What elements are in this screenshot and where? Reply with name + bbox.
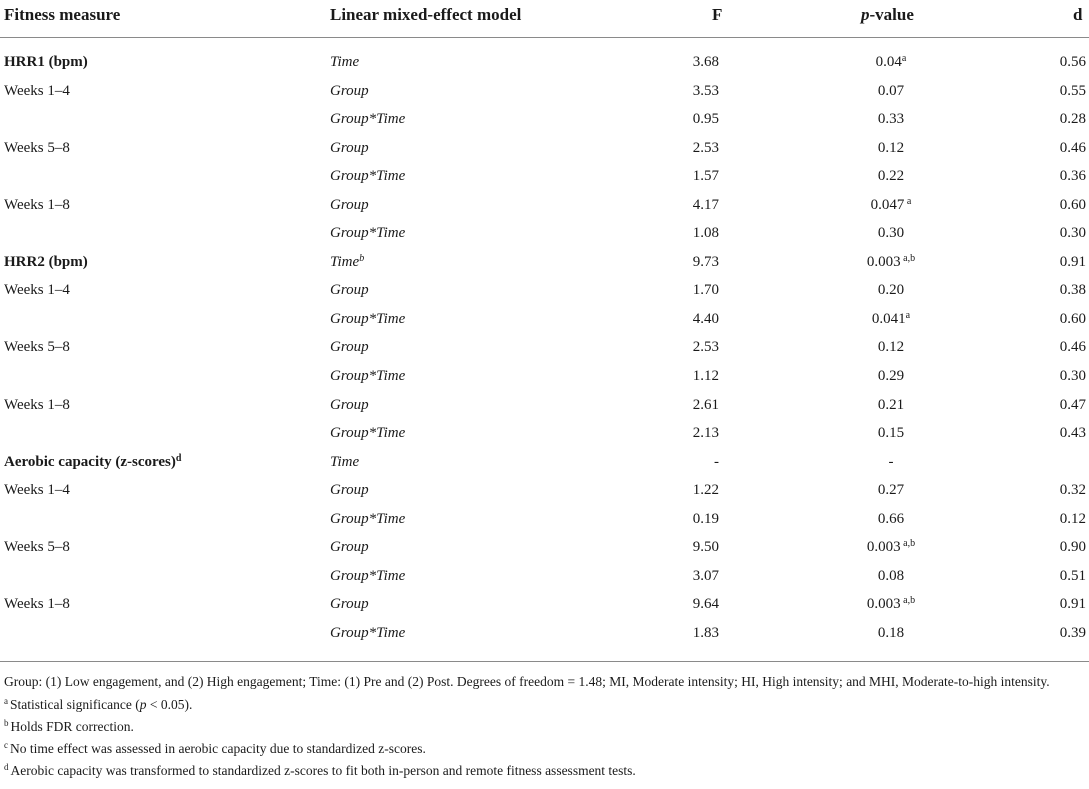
cell-p-value (867, 539, 915, 556)
cell-p-value-text: 0.04 (875, 54, 902, 70)
cell-d (1060, 140, 1086, 157)
table-row (0, 48, 1089, 77)
cell-f-text: 3.07 (692, 567, 719, 584)
table-row (0, 362, 1089, 391)
table-row (0, 77, 1089, 106)
cell-d-text: 0.43 (1059, 425, 1086, 442)
cell-model-term (330, 454, 359, 471)
footnote (4, 761, 1082, 781)
cell-f-text: 0.95 (692, 111, 719, 128)
table-row (0, 191, 1089, 220)
cell-f-text: 9.73 (692, 253, 719, 270)
cell-f-text: 0.19 (692, 510, 719, 527)
cell-fitness-measure (4, 54, 88, 71)
superscript-mark: d (175, 452, 182, 464)
cell-f-text: - (714, 453, 719, 470)
table-row (0, 105, 1089, 134)
cell-model-term-text: Group*Time (330, 567, 406, 584)
cell-p-value (878, 339, 904, 356)
footnote-text: Aerobic capacity was transformed to standardized z-scores to fit both in-person and remote fitness assessment tests. (10, 763, 636, 778)
cell-f-text: 4.17 (692, 196, 719, 213)
cell-f (693, 568, 719, 585)
cell-fitness-measure-text: Weeks 1–4 (4, 482, 70, 499)
table-row (0, 276, 1089, 305)
cell-d (1060, 596, 1086, 613)
cell-model-term (330, 54, 359, 71)
table-body (0, 48, 1089, 647)
cell-model-term-text: Group (330, 139, 369, 156)
cell-f (693, 311, 719, 328)
cell-model-term-text: Group (330, 282, 369, 299)
footnote-italic: p (139, 697, 147, 712)
table-row (0, 533, 1089, 562)
superscript-mark: a (901, 53, 907, 64)
footnote (4, 695, 1082, 715)
cell-d-text: 0.38 (1059, 282, 1086, 299)
cell-fitness-measure-text: Weeks 5–8 (4, 339, 70, 356)
table-row (0, 476, 1089, 505)
cell-p-value (876, 54, 907, 71)
cell-p-value-text: 0.12 (877, 139, 905, 156)
cell-fitness-measure (4, 539, 70, 556)
cell-p-value-text: 0.003 (866, 596, 901, 613)
footnote-mark: c (4, 740, 8, 750)
cell-fitness-measure-text: Weeks 1–8 (4, 596, 70, 613)
cell-d (1060, 225, 1086, 242)
cell-fitness-measure-text: Weeks 5–8 (4, 139, 70, 156)
cell-model-term-text: Group*Time (330, 225, 406, 242)
cell-f-text: 1.57 (692, 168, 719, 185)
cell-p-value (878, 625, 904, 642)
cell-d (1060, 254, 1086, 271)
cell-model-term (330, 83, 369, 100)
superscript-mark: a (905, 309, 911, 321)
cell-model-term (330, 111, 405, 128)
superscript-mark: b (359, 252, 365, 264)
cell-d-text: 0.46 (1059, 139, 1086, 156)
cell-fitness-measure (4, 140, 70, 157)
cell-f (693, 397, 719, 414)
cell-model-term (330, 625, 405, 642)
cell-fitness-measure (4, 596, 70, 613)
cell-p-value (867, 254, 915, 271)
cell-f-text: 2.61 (692, 396, 719, 413)
cell-d (1060, 54, 1086, 71)
cell-d-text: 0.91 (1059, 596, 1086, 613)
cell-p-value (867, 596, 915, 613)
cell-p-value-text: 0.08 (877, 567, 905, 584)
cell-f (693, 168, 719, 185)
cell-f (693, 254, 719, 271)
cell-f (693, 596, 719, 613)
cell-d (1060, 625, 1086, 642)
cell-d-text: 0.36 (1059, 168, 1086, 185)
cell-model-term (330, 197, 369, 214)
cell-p-value (871, 197, 912, 214)
footnote-mark: d (4, 762, 9, 772)
cell-f (693, 111, 719, 128)
cell-p-value (878, 368, 904, 385)
cell-p-value (878, 140, 904, 157)
header-f: F (712, 5, 723, 24)
cell-f-text: 2.53 (692, 139, 719, 156)
cell-d-text: 0.56 (1059, 54, 1086, 70)
table-row (0, 134, 1089, 163)
cell-p-value-text: 0.29 (877, 368, 905, 385)
cell-p-value-text: - (888, 453, 894, 470)
cell-p-value (878, 425, 904, 442)
cell-p-value-text: 0.18 (877, 624, 905, 641)
superscript-mark: a (904, 195, 912, 207)
cell-fitness-measure (4, 482, 70, 499)
cell-p-value-text: 0.15 (877, 425, 905, 442)
cell-fitness-measure (4, 83, 70, 100)
cell-model-term-text: Group (330, 396, 369, 413)
cell-d (1060, 511, 1086, 528)
cell-d-text: 0.91 (1059, 253, 1086, 270)
cell-d-text: 0.46 (1059, 339, 1086, 356)
cell-f-text: 9.64 (692, 596, 719, 613)
cell-fitness-measure-text: HRR1 (bpm) (4, 54, 88, 70)
cell-model-term (330, 339, 369, 356)
cell-d-text: 0.32 (1059, 482, 1086, 499)
table-row (0, 219, 1089, 248)
cell-f (714, 454, 719, 471)
bottom-rule (0, 661, 1089, 662)
cell-model-term (330, 568, 405, 585)
cell-p-value-text: 0.07 (877, 82, 905, 99)
cell-p-value-text: 0.30 (877, 225, 905, 242)
cell-fitness-measure-text: HRR2 (bpm) (4, 253, 88, 270)
cell-f-text: 2.13 (692, 425, 719, 442)
cell-fitness-measure (4, 282, 70, 299)
cell-model-term (330, 168, 405, 185)
cell-d (1060, 368, 1086, 385)
cell-f (693, 54, 719, 71)
table-row (0, 562, 1089, 591)
cell-model-term-text: Group (330, 482, 369, 499)
cell-model-term (330, 539, 369, 556)
cell-model-term (330, 282, 369, 299)
header-p-italic: p (861, 5, 870, 24)
cell-f-text: 9.50 (692, 539, 719, 556)
cell-f (693, 511, 719, 528)
table-row (0, 162, 1089, 191)
cell-model-term-text: Group (330, 196, 369, 213)
cell-fitness-measure (4, 197, 70, 214)
cell-f (693, 425, 719, 442)
cell-p-value (878, 168, 904, 185)
cell-p-value (889, 454, 894, 471)
cell-d-text: 0.30 (1059, 225, 1086, 242)
cell-p-value (878, 482, 904, 499)
cell-d-text: 0.55 (1059, 82, 1086, 99)
cell-d-text: 0.28 (1059, 111, 1086, 128)
cell-f (693, 225, 719, 242)
cell-p-value-text: 0.21 (877, 396, 905, 413)
cell-p-value-text: 0.66 (877, 510, 905, 527)
cell-fitness-measure-text: Weeks 1–8 (4, 396, 70, 413)
header-linear-model: Linear mixed-effect model (330, 5, 522, 24)
table-row (0, 619, 1089, 648)
cell-d (1060, 568, 1086, 585)
cell-d (1060, 83, 1086, 100)
cell-d (1060, 168, 1086, 185)
superscript-mark: a,b (900, 538, 916, 550)
cell-model-term-text: Group*Time (330, 310, 406, 327)
cell-f (693, 140, 719, 157)
cell-f (693, 625, 719, 642)
cell-d-text: 0.47 (1059, 396, 1086, 413)
cell-d (1060, 482, 1086, 499)
cell-model-term-text: Time (330, 54, 360, 70)
footnote-text: No time effect was assessed in aerobic capacity due to standardized z-scores. (10, 741, 426, 756)
header-p-rest: -value (869, 5, 914, 24)
cell-p-value (878, 282, 904, 299)
table-row (0, 248, 1089, 277)
cell-p-value-text: 0.20 (877, 282, 905, 299)
cell-p-value-text: 0.003 (866, 539, 901, 556)
notes-intro: Group: (1) Low engagement, and (2) High engagement; Time: (1) Pre and (2) Post. Degrees of freedom = 1.48; MI, Moderate intensity; HI, High intensity; and MHI, Moderate-to-high intensity. (4, 674, 1050, 689)
cell-f (693, 482, 719, 499)
cell-p-value-text: 0.041 (871, 310, 906, 327)
cell-d-text: 0.90 (1059, 539, 1086, 556)
cell-fitness-measure (4, 454, 181, 471)
cell-d-text: 0.30 (1059, 368, 1086, 385)
cell-f-text: 2.53 (692, 339, 719, 356)
cell-d (1060, 539, 1086, 556)
cell-p-value-text: 0.003 (866, 253, 901, 270)
cell-f-text: 1.83 (692, 624, 719, 641)
cell-d (1060, 282, 1086, 299)
header-p-value (861, 5, 914, 25)
cell-f-text: 1.08 (692, 225, 719, 242)
table-notes (4, 672, 1082, 783)
cell-d (1060, 197, 1086, 214)
footnote (4, 739, 1082, 759)
cell-model-term-text: Group (330, 596, 369, 613)
cell-d (1060, 339, 1086, 356)
cell-model-term-text: Time (330, 253, 360, 270)
cell-p-value-text: 0.22 (877, 168, 905, 185)
cell-p-value (878, 397, 904, 414)
cell-d-text: 0.60 (1059, 196, 1086, 213)
cell-model-term (330, 140, 369, 157)
cell-f-text: 3.53 (692, 82, 719, 99)
cell-p-value (878, 511, 904, 528)
cell-fitness-measure-text: Weeks 5–8 (4, 539, 70, 556)
cell-d-text: 0.12 (1059, 510, 1086, 527)
cell-model-term-text: Group (330, 339, 369, 356)
cell-fitness-measure (4, 339, 70, 356)
cell-model-term-text: Group*Time (330, 624, 406, 641)
cell-fitness-measure (4, 397, 70, 414)
cell-fitness-measure-text: Weeks 1–8 (4, 196, 70, 213)
footnote-text-end: < 0.05). (146, 697, 193, 712)
cell-p-value (878, 83, 904, 100)
cell-model-term (330, 596, 369, 613)
footnotes-list (4, 695, 1082, 781)
cell-d (1060, 111, 1086, 128)
cell-f-text: 1.70 (692, 282, 719, 299)
cell-model-term-text: Group*Time (330, 368, 406, 385)
cell-p-value (878, 225, 904, 242)
cell-fitness-measure-text: Aerobic capacity (z-scores) (4, 453, 176, 470)
table-row (0, 505, 1089, 534)
table-row (0, 419, 1089, 448)
cell-p-value-text: 0.27 (877, 482, 905, 499)
footnote-mark: a (4, 696, 8, 706)
table-row (0, 333, 1089, 362)
superscript-mark: a,b (900, 252, 916, 264)
cell-model-term (330, 254, 364, 271)
header-fitness-measure: Fitness measure (4, 5, 121, 24)
cell-model-term (330, 311, 405, 328)
cell-model-term (330, 482, 369, 499)
cell-model-term (330, 425, 405, 442)
cell-d-text: 0.39 (1059, 624, 1086, 641)
header-d: d (1073, 5, 1083, 24)
cell-f (693, 83, 719, 100)
cell-f (693, 539, 719, 556)
table-row (0, 590, 1089, 619)
cell-d-text: 0.51 (1059, 567, 1086, 584)
cell-p-value-text: 0.047 (870, 196, 905, 213)
cell-d (1060, 397, 1086, 414)
cell-fitness-measure (4, 254, 88, 271)
cell-fitness-measure-text: Weeks 1–4 (4, 282, 70, 299)
footnote-text: Holds FDR correction. (10, 719, 134, 734)
cell-f (693, 368, 719, 385)
cell-fitness-measure-text: Weeks 1–4 (4, 82, 70, 99)
cell-f-text: 1.12 (692, 368, 719, 385)
cell-f (693, 197, 719, 214)
table-header (0, 0, 1089, 38)
cell-model-term-text: Group*Time (330, 111, 406, 128)
superscript-mark: a,b (900, 595, 916, 607)
cell-f-text: 3.68 (692, 54, 719, 70)
cell-model-term-text: Time (330, 453, 360, 470)
cell-p-value-text: 0.12 (877, 339, 905, 356)
cell-f (693, 282, 719, 299)
footnote-mark: b (4, 718, 9, 728)
table-row (0, 391, 1089, 420)
cell-p-value (878, 111, 904, 128)
cell-d (1060, 311, 1086, 328)
cell-model-term (330, 511, 405, 528)
cell-p-value (872, 311, 910, 328)
cell-p-value-text: 0.33 (877, 111, 905, 128)
table-row (0, 305, 1089, 334)
cell-f-text: 1.22 (692, 482, 719, 499)
cell-model-term-text: Group*Time (330, 510, 406, 527)
cell-model-term-text: Group*Time (330, 168, 406, 185)
cell-model-term (330, 397, 369, 414)
cell-model-term (330, 225, 405, 242)
cell-model-term-text: Group*Time (330, 425, 406, 442)
cell-d (1060, 425, 1086, 442)
cell-f (693, 339, 719, 356)
footnote-text: Statistical significance ( (10, 697, 140, 712)
footnote (4, 717, 1082, 737)
cell-d-text: 0.60 (1059, 310, 1086, 327)
cell-model-term (330, 368, 405, 385)
cell-p-value (878, 568, 904, 585)
cell-model-term-text: Group (330, 82, 369, 99)
cell-f-text: 4.40 (692, 310, 719, 327)
table-row (0, 448, 1089, 477)
cell-model-term-text: Group (330, 539, 369, 556)
